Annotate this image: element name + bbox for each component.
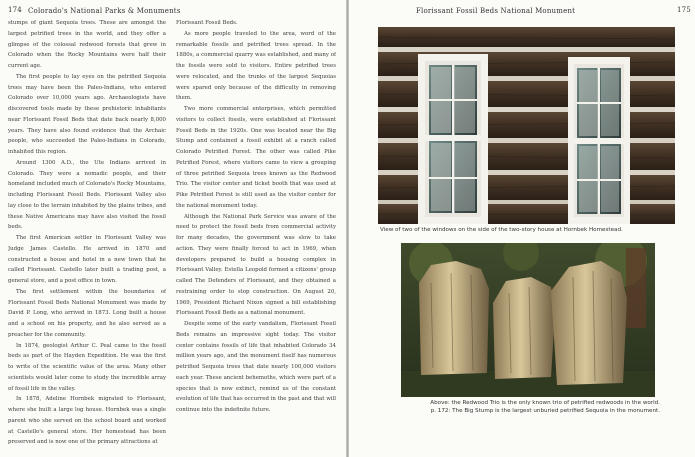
body-paragraph: In 1878, Adeline Hornbek migrated to Florissant, where she built a large log house. Hornbek was a single parent who she served on the school board and worked at Castello's general store. Her homestead has been preserved and is now one of the primary attractions at (8, 396, 166, 446)
right-page (349, 0, 695, 457)
text-column-1 (8, 18, 166, 450)
petrified-stumps-image (401, 243, 655, 397)
body-paragraph: In 1874, geologist Arthur C. Peal came to the fossil beds as part of the Hayden Expedition. He was the first to write of the scientific value of the area. Many other scientists would later come to study the incredible array of fossil life in the valley. (8, 342, 166, 392)
body-paragraph: As more people traveled to the area, word of the remarkable fossils and petrified trees spread. In the 1880s, a commercial quarry was established, and many of the fossils were sold to visitors. Entire petrified trees were relocated, and the trunks of the largest Sequoias were spared only because of the difficulty in removing them. (176, 30, 336, 102)
body-paragraph: The first people to lay eyes on the petrified Sequoia trees may have been the Paleo-Indians, who entered Colorado over 10,000 years ago. Archaeologists have discovered tools made by these prehistoric inhabitants near Florissant Fossil Beds that date back nearly 8,000 years. They have also found evidence that the Archaic people, who succeeded the Paleo-Indians in Colorado, inhabited this region. (8, 73, 166, 155)
page-number-right: 175 (677, 6, 691, 14)
redwood-trio-photo (401, 243, 655, 397)
photo-1-caption: View of two of the windows on the side of the two-story house at Hornbek Homestead. (380, 227, 623, 233)
left-window (418, 54, 488, 224)
body-paragraph: Around 1300 A.D., the Ute Indians arrived in Colorado. They were a nomadic people, and their homeland included much of Colorado's Rocky Mountains, including Florissant Fossil Beds. Florissant Valley also lay close to the terrain inhabited by the plains tribes, and these Native Americans may have also visited the fossil beds. (8, 159, 166, 231)
body-paragraph: Despite some of the early vandalism, Florissant Fossil Beds remains an impressive sight today. The visitor center contains fossils of life that inhabited Colorado 34 million years ago, and the monument itself has numerous petrified Sequoia trees that date nearly 100,000 visitors each year. These ancient behemoths, which were part of a species that is now extinct, remind us of the constant evolution of life that has occurred in the past and that will continue into the indefinite future. (176, 321, 336, 413)
body-paragraph: The first American settler in Florissant Valley was Judge James Castello. He arrived in 1870 and constructed a house and hotel in a new town that he called Florissant. Castello later built a trading post, a general store, and a post office in town. (8, 235, 166, 284)
running-title-left: Colorado's National Parks & Monuments (28, 7, 181, 15)
body-paragraph: Although the National Park Service was aware of the need to protect the fossil beds from commercial activity for many decades, the government was slow to take action. They were finally forced to act in 1969, when developers prepared to build a housing complex in Florissant Valley. Estella Leopold formed a citizens' group called The Defenders of Florissant, and they obtained a restraining order to stop construction. On August 20, 1969, President Richard Nixon signed a bill establishing Florissant Fossil Beds as a national monument. (176, 213, 336, 317)
body-paragraph: Two more commercial enterprises, which permitted visitors to collect fossils, were established at Florissant Fossil Beds in the 1920s. One was located near the Big Stump and contained a fossil exhibit at a ranch called Colorado Petrified Forest. The other was called Pike Petrified Forest, where visitors came to view a grouping of three petrified Sequoia trees known as the Redwood Trio. The visitor center and ticket booth that was used at Pike Petrified Forest is still used as the visitor center for the national monument today. (176, 106, 336, 209)
hornbek-windows-photo (378, 27, 675, 224)
right-window (568, 57, 630, 224)
photo-2-caption (366, 399, 660, 415)
body-paragraph: The first settlement within the boundaries of Florissant Fossil Beds National Monument was made by David P. Long, who arrived in 1873. Long built a house and a school on his property, and he also served as a preacher for the community. (8, 288, 166, 338)
left-page (0, 0, 346, 457)
running-title-right: Florissant Fossil Beds National Monument (416, 7, 576, 15)
body-paragraph: Florissant Fossil Beds. (176, 20, 238, 26)
photo-2-caption-line-2: p. 172: The Big Stump is the largest unburied petrified Sequoia in the monument. (430, 408, 660, 414)
photo-2-caption-line-1: Above: the Redwood Trio is the only known trio of petrified redwoods in the world. (430, 400, 660, 406)
text-column-2 (176, 18, 336, 450)
page-number-left: 174 (8, 6, 22, 14)
body-paragraph: stumps of giant Sequoia trees. These are amongst the largest petrified trees in the world, and they offer a glimpse of the colossal redwood forests that grew in Colorado when the Rocky Mountains were half their current age. (8, 20, 166, 69)
log-wall-with-windows-image (378, 27, 675, 224)
